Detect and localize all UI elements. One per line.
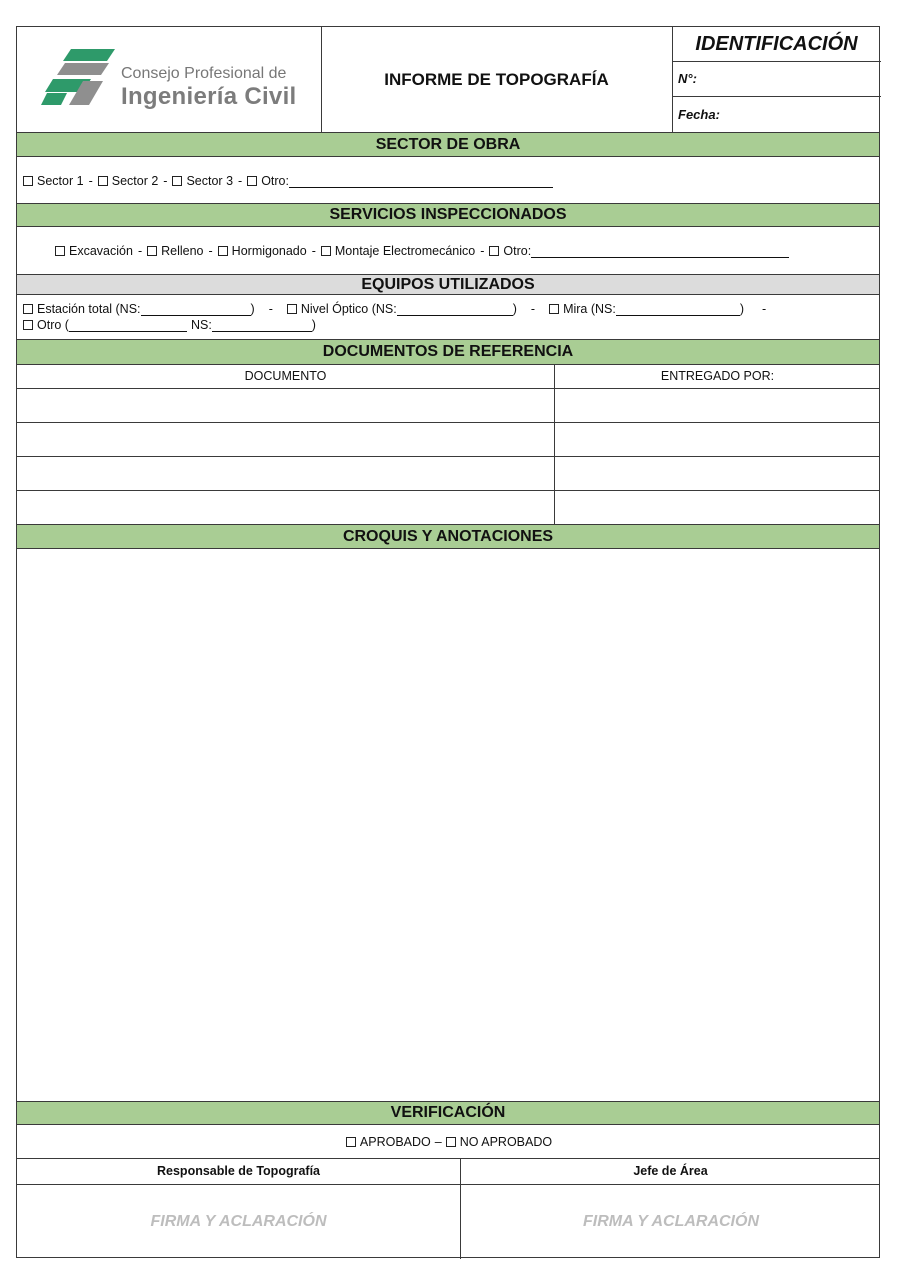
services-options: Excavación - Relleno - Hormigonado - Montaje Electromecánico - Otro: <box>55 241 789 261</box>
dash: - <box>268 302 273 316</box>
optical-level-ns-input[interactable] <box>397 303 513 316</box>
sector-section-header: SECTOR DE OBRA <box>17 132 879 157</box>
sector-2-label: Sector 2 <box>111 174 159 188</box>
logo <box>39 47 309 109</box>
electromechanical-label: Montaje Electromecánico <box>334 244 476 258</box>
sketch-section-header: CROQUIS Y ANOTACIONES <box>17 524 879 549</box>
delivered-by-cell[interactable] <box>555 389 881 422</box>
not-approved-label: NO APROBADO <box>459 1134 553 1149</box>
approval-separator: – <box>434 1134 442 1149</box>
backfill-checkbox[interactable] <box>147 246 157 256</box>
rod-label: Mira (NS: <box>563 302 616 316</box>
sector-3-label: Sector 3 <box>186 174 234 188</box>
document-cell[interactable] <box>17 423 554 456</box>
sector-1-label: Sector 1 <box>37 174 84 188</box>
number-field[interactable] <box>678 61 878 96</box>
concreting-label: Hormigonado <box>231 244 307 258</box>
sector-2-checkbox[interactable] <box>98 176 108 186</box>
sector-other-input[interactable] <box>289 175 553 188</box>
excavation-label: Excavación <box>69 244 133 258</box>
dash: - <box>762 302 767 316</box>
logo-line1: Consejo Profesional de <box>121 65 287 82</box>
area-head-label: Jefe de Área <box>633 1164 708 1178</box>
signature-right-placeholder: FIRMA Y ACLARACIÓN <box>583 1212 759 1230</box>
concreting-checkbox[interactable] <box>218 246 228 256</box>
other-equipment-checkbox[interactable] <box>23 320 33 330</box>
signature-right-field[interactable] <box>461 1185 881 1258</box>
document-column-header: DOCUMENTO <box>244 369 327 383</box>
equipment-row-1 <box>23 301 766 317</box>
optical-level-checkbox[interactable] <box>287 304 297 314</box>
date-label: Fecha: <box>678 106 720 122</box>
delivered-by-cell[interactable] <box>555 491 881 524</box>
topography-report-form <box>16 26 880 1258</box>
delivered-by-cell[interactable] <box>555 457 881 490</box>
services-section-header: SERVICIOS INSPECCIONADOS <box>17 203 879 227</box>
verification-section-header: VERIFICACIÓN <box>17 1101 879 1125</box>
date-field[interactable] <box>678 96 878 132</box>
close-paren: ) <box>250 302 255 316</box>
optical-level-label: Nivel Óptico (NS: <box>300 302 397 316</box>
other-ns-input[interactable] <box>212 319 312 332</box>
total-station-label: Estación total (NS: <box>37 302 141 316</box>
equipment-row-2 <box>23 317 316 333</box>
backfill-label: Relleno <box>161 244 204 258</box>
signature-left-field[interactable] <box>17 1185 460 1258</box>
total-station-ns-input[interactable] <box>141 303 251 316</box>
rod-checkbox[interactable] <box>549 304 559 314</box>
sector-3-checkbox[interactable] <box>172 176 182 186</box>
sketch-area[interactable] <box>17 549 881 1101</box>
other-equipment-label: Otro ( <box>37 318 69 332</box>
excavation-checkbox[interactable] <box>55 246 65 256</box>
sector-1-checkbox[interactable] <box>23 176 33 186</box>
close-paren: ) <box>739 302 745 316</box>
total-station-checkbox[interactable] <box>23 304 33 314</box>
electromechanical-checkbox[interactable] <box>321 246 331 256</box>
rod-ns-input[interactable] <box>616 303 740 316</box>
services-other-label: Otro: <box>503 244 532 258</box>
document-cell[interactable] <box>17 389 554 422</box>
sector-other-checkbox[interactable] <box>247 176 257 186</box>
approved-label: APROBADO <box>359 1134 431 1149</box>
dash: - <box>530 302 536 316</box>
sector-other-label: Otro: <box>261 174 289 188</box>
equipment-section-header: EQUIPOS UTILIZADOS <box>17 274 879 295</box>
documents-section-header: DOCUMENTOS DE REFERENCIA <box>17 339 879 365</box>
number-label: N°: <box>678 71 697 86</box>
logo-mark-icon <box>39 49 121 107</box>
document-cell[interactable] <box>17 457 554 490</box>
document-cell[interactable] <box>17 491 554 524</box>
close-paren: ) <box>512 302 517 316</box>
page-title: INFORME DE TOPOGRAFÍA <box>384 69 609 89</box>
responsible-label: Responsable de Topografía <box>157 1164 320 1178</box>
close-paren: ) <box>311 318 316 332</box>
services-other-checkbox[interactable] <box>489 246 499 256</box>
not-approved-checkbox[interactable] <box>446 1137 456 1147</box>
sector-options: Sector 1 - Sector 2 - Sector 3 - Otro: <box>23 171 553 191</box>
other-equipment-input[interactable] <box>69 319 187 332</box>
delivered-by-column-header: ENTREGADO POR: <box>660 369 775 383</box>
other-ns-label: NS: <box>190 318 212 332</box>
approved-checkbox[interactable] <box>346 1137 356 1147</box>
services-other-input[interactable] <box>531 245 789 258</box>
delivered-by-cell[interactable] <box>555 423 881 456</box>
approval-options <box>17 1125 881 1158</box>
signature-left-placeholder: FIRMA Y ACLARACIÓN <box>150 1212 327 1230</box>
logo-line2: Ingeniería Civil <box>121 83 297 110</box>
identification-title: IDENTIFICACIÓN <box>695 32 858 55</box>
